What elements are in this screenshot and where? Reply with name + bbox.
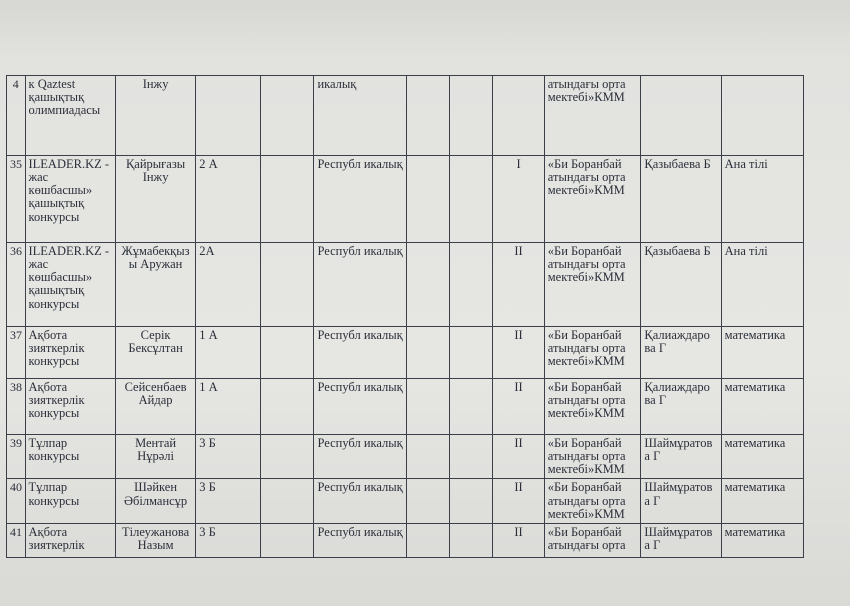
competition-name: Тұлпар конкурсы	[25, 479, 115, 523]
empty-cell	[450, 479, 493, 523]
empty-cell	[406, 523, 449, 557]
empty-cell	[260, 327, 313, 379]
empty-cell	[450, 243, 493, 327]
place-cell: ІІ	[493, 435, 544, 479]
empty-cell	[406, 479, 449, 523]
empty-cell	[406, 435, 449, 479]
competition-name: Ақбота зияткерлік конкурсы	[25, 327, 115, 379]
teacher-cell: Шаймұратов а Г	[641, 479, 721, 523]
empty-cell	[260, 479, 313, 523]
empty-cell	[406, 379, 449, 435]
school-cell: «Би Боранбай атындағы орта мектебі»КММ	[544, 379, 641, 435]
student-name: Сейсенбаев Айдар	[115, 379, 195, 435]
subject-cell: математика	[721, 379, 803, 435]
competition-name: ILEADER.KZ - жас көшбасшы» қашықтық конкурсы	[25, 156, 115, 243]
student-name: Інжу	[115, 76, 195, 156]
teacher-cell: Шаймұратов а Г	[641, 435, 721, 479]
table-row	[7, 156, 804, 243]
place-cell: ІІ	[493, 523, 544, 557]
subject-cell: математика	[721, 523, 803, 557]
teacher-cell: Қалиаждаро ва Г	[641, 327, 721, 379]
class-cell: 3 Б	[196, 523, 261, 557]
place-cell: ІІ	[493, 243, 544, 327]
competition-name: Тұлпар конкурсы	[25, 435, 115, 479]
level-cell: Республ икалық	[314, 243, 407, 327]
school-cell: «Би Боранбай атындағы орта мектебі»КММ	[544, 243, 641, 327]
place-cell: ІІ	[493, 379, 544, 435]
teacher-cell: Шаймұратов а Г	[641, 523, 721, 557]
table-row	[7, 243, 804, 327]
empty-cell	[260, 435, 313, 479]
empty-cell	[260, 76, 313, 156]
class-cell: 1 А	[196, 327, 261, 379]
empty-cell	[450, 379, 493, 435]
competition-name: ILEADER.KZ - жас көшбасшы» қашықтық конкурсы	[25, 243, 115, 327]
table-row	[7, 523, 804, 557]
empty-cell	[406, 156, 449, 243]
class-cell: 2А	[196, 243, 261, 327]
empty-cell	[406, 76, 449, 156]
empty-cell	[406, 243, 449, 327]
teacher-cell: Қалиаждаро ва Г	[641, 379, 721, 435]
class-cell: 3 Б	[196, 479, 261, 523]
teacher-cell: Қазыбаева Б	[641, 156, 721, 243]
school-cell: «Би Боранбай атындағы орта мектебі»КММ	[544, 156, 641, 243]
place-cell: ІІ	[493, 327, 544, 379]
olympiad-results-table	[6, 75, 804, 558]
student-name: Жұмабекқыз ы Аружан	[115, 243, 195, 327]
subject-cell: Ана тілі	[721, 156, 803, 243]
row-number: 37	[7, 327, 26, 379]
level-cell: Республ икалық	[314, 479, 407, 523]
school-cell: «Би Боранбай атындағы орта мектебі»КММ	[544, 435, 641, 479]
empty-cell	[450, 76, 493, 156]
competition-name: Ақбота зияткерлік конкурсы	[25, 379, 115, 435]
school-cell: атындағы орта мектебі»КММ	[544, 76, 641, 156]
level-cell: Республ икалық	[314, 156, 407, 243]
empty-cell	[406, 327, 449, 379]
table-row	[7, 435, 804, 479]
table-row	[7, 379, 804, 435]
student-name: Тілеужанова Назым	[115, 523, 195, 557]
school-cell: «Би Боранбай атындағы орта	[544, 523, 641, 557]
competition-name: Ақбота зияткерлік	[25, 523, 115, 557]
subject-cell: математика	[721, 435, 803, 479]
student-name: Шәйкен Әбілмансұр	[115, 479, 195, 523]
table-row	[7, 479, 804, 523]
student-name: Ментай Нұрәлі	[115, 435, 195, 479]
level-cell: Республ икалық	[314, 327, 407, 379]
competition-name: к Qaztest қашықтық олимпиадасы	[25, 76, 115, 156]
student-name: Қайрығазы Інжу	[115, 156, 195, 243]
empty-cell	[450, 327, 493, 379]
student-name: Серік Бексұлтан	[115, 327, 195, 379]
empty-cell	[260, 156, 313, 243]
table-row	[7, 327, 804, 379]
row-number: 36	[7, 243, 26, 327]
level-cell: икалық	[314, 76, 407, 156]
row-number: 40	[7, 479, 26, 523]
empty-cell	[450, 156, 493, 243]
class-cell: 2 А	[196, 156, 261, 243]
empty-cell	[450, 523, 493, 557]
subject-cell	[721, 76, 803, 156]
place-cell: І	[493, 156, 544, 243]
level-cell: Республ икалық	[314, 379, 407, 435]
subject-cell: математика	[721, 479, 803, 523]
empty-cell	[260, 379, 313, 435]
place-cell: ІІ	[493, 479, 544, 523]
school-cell: «Би Боранбай атындағы орта мектебі»КММ	[544, 479, 641, 523]
row-number: 39	[7, 435, 26, 479]
row-number: 35	[7, 156, 26, 243]
school-cell: «Би Боранбай атындағы орта мектебі»КММ	[544, 327, 641, 379]
class-cell	[196, 76, 261, 156]
empty-cell	[450, 435, 493, 479]
table-row	[7, 76, 804, 156]
class-cell: 3 Б	[196, 435, 261, 479]
place-cell	[493, 76, 544, 156]
empty-cell	[260, 243, 313, 327]
class-cell: 1 А	[196, 379, 261, 435]
teacher-cell	[641, 76, 721, 156]
row-number: 41	[7, 523, 26, 557]
row-number: 4	[7, 76, 26, 156]
subject-cell: математика	[721, 327, 803, 379]
empty-cell	[260, 523, 313, 557]
subject-cell: Ана тілі	[721, 243, 803, 327]
teacher-cell: Қазыбаева Б	[641, 243, 721, 327]
level-cell: Республ икалық	[314, 523, 407, 557]
row-number: 38	[7, 379, 26, 435]
level-cell: Республ икалық	[314, 435, 407, 479]
